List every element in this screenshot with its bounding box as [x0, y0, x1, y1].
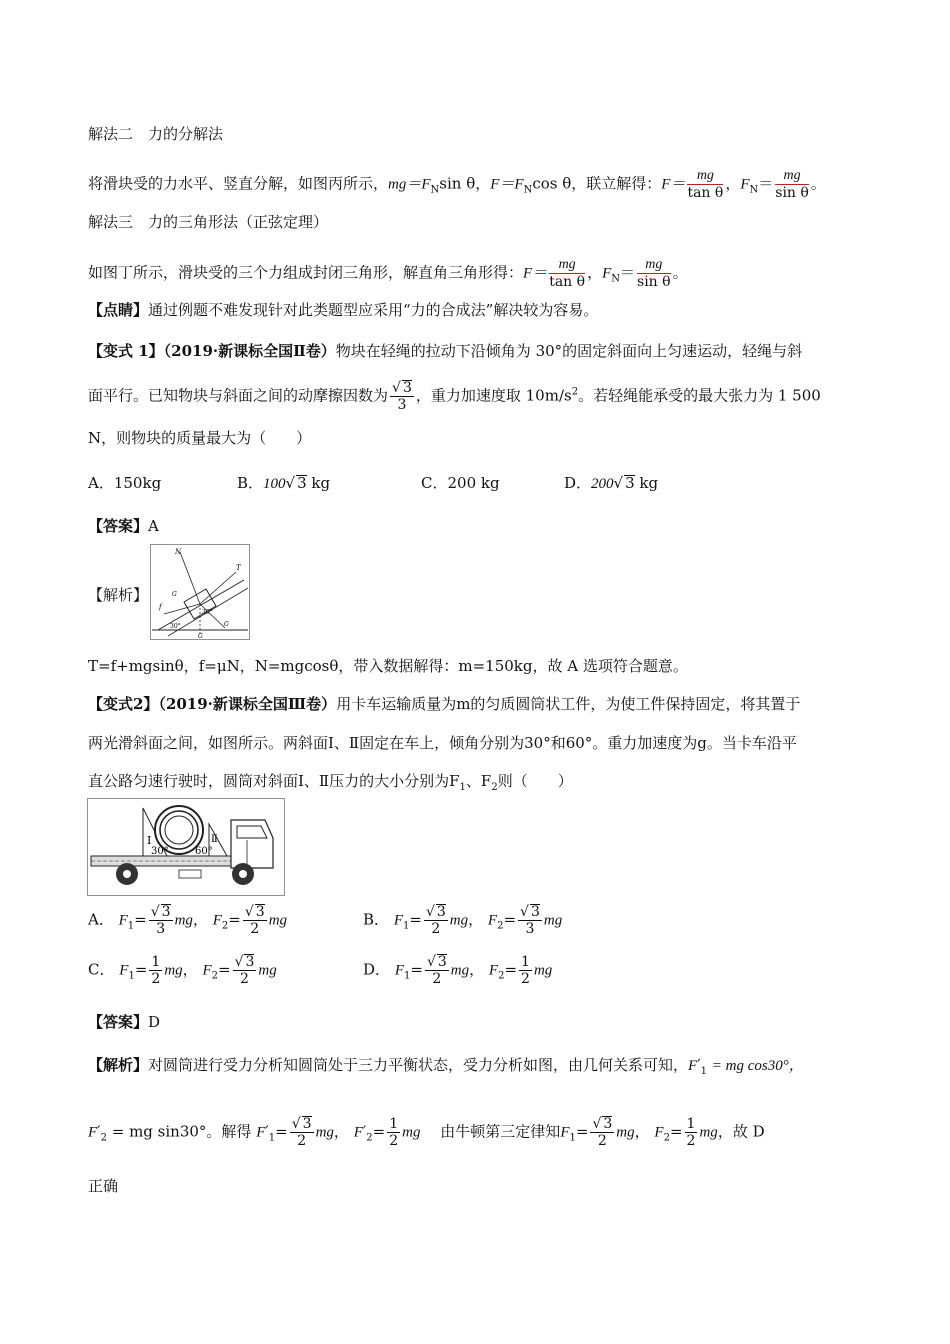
v2-option-c: C． $F_1=$ $\frac{1}{2}$ mg， $F_2=$ $\frac{√ 3}{2}$ mg — [88, 954, 277, 987]
v2-option-b: B． $F_1=$ $\frac{√ 3}{2}$ mg， $F_2=$ $\frac{√ 3}{3}$ mg — [363, 904, 563, 937]
variant1-line2: 面平行。已知物块与斜面之间的动摩擦因数为 $\frac{√ 3}{3}$ ，重力加速度取 $10m/s^2$。若轻绳能承受的最大张力为 1 500 — [88, 380, 821, 413]
fraction: $\frac{mg}{\text{tan θ}}$ — [687, 168, 724, 201]
truck-figure — [87, 798, 285, 896]
incline-force-diagram — [150, 544, 250, 640]
label-G1: G — [172, 591, 177, 598]
v2-analysis-last: 正确 — [88, 1177, 119, 1195]
label-angle-30: 30° — [151, 846, 169, 857]
label-slope-II: Ⅱ — [211, 834, 218, 845]
method3-title: 解法三 力的三角形法（正弦定理） — [88, 213, 329, 231]
label-slope-I: Ⅰ — [147, 834, 152, 847]
method2-line: 将滑块受的力水平、竖直分解，如图丙所示，$mg=F_N\sin$ θ，$F=F_N\cos$ θ，联立解得：F＝ $\frac{mg}{\text{tan θ}}$ ，$F_N=$ $\frac{mg}{\text{sin θ}}$ 。 — [88, 168, 826, 201]
v1-option-c: C．200 kg — [421, 474, 500, 492]
v1-option-a: A．150kg — [88, 474, 162, 492]
variant2-line1: 【变式2】（2019·新课标全国Ⅲ卷）用卡车运输质量为m的匀质圆筒状工件，为使工件保持固定，将其置于 — [88, 695, 801, 713]
fraction: $\frac{mg}{\text{sin θ}}$ — [637, 257, 671, 290]
mu-fraction: $\frac{√ 3}{3}$ — [392, 380, 412, 413]
v1-option-d: D．200√ 3 kg — [564, 474, 659, 492]
v2-analysis-line1: 【解析】对圆筒进行受力分析知圆筒处于三力平衡状态，受力分析如图，由几何关系可知，$F'_1$ = mg cos30°， — [88, 1056, 804, 1077]
variant2-line3: 直公路匀速行驶时，圆筒对斜面Ⅰ、Ⅱ压力的大小分别为$F_1$、$F_2$则（ ） — [88, 772, 573, 793]
method3-line: 如图丁所示，滑块受的三个力组成封闭三角形，解直角三角形得：F＝ $\frac{mg}{\text{tan θ}}$ ，$F_N=$ $\frac{mg}{\text{sin θ}}$ 。 — [88, 257, 688, 290]
label-angle2: 30° — [202, 609, 213, 616]
v2-answer: 【答案】D — [88, 1013, 161, 1031]
v1-solution: T=f+mgsinθ，f=μN，N=mgcosθ，带入数据解得：m=150kg，故 A 选项符合题意。 — [88, 657, 688, 675]
label-G2: G — [224, 621, 229, 628]
v2-option-d: D． $F_1=$ $\frac{√ 3}{2}$ mg， $F_2=$ $\frac{1}{2}$ mg — [363, 954, 553, 987]
tip-line: 【点睛】通过例题不难发现针对此类题型应采用“力的合成法”解决较为容易。 — [88, 301, 599, 319]
label-G: G — [198, 633, 203, 640]
variant1-line3: N，则物块的质量最大为（ ） — [88, 429, 312, 447]
v1-answer: 【答案】A — [88, 517, 159, 535]
v2-option-a: A． $F_1=$ $\frac{√ 3}{3}$ mg， $F_2=$ $\frac{√ 3}{2}$ mg — [88, 904, 288, 937]
variant2-line2: 两光滑斜面之间，如图所示。两斜面Ⅰ、Ⅱ固定在车上，倾角分别为30°和60°。重力加速度为g。当卡车沿平 — [88, 734, 797, 752]
label-N: N — [175, 548, 182, 556]
label-T: T — [236, 564, 241, 572]
label-angle-60: 60° — [195, 846, 213, 857]
v2-analysis-line2: $F'_2$ = mg sin30°。解得 $F'_1=$ $\frac{√ 3}{2}$ mg， $F'_2=$ $\frac{1}{2}$ mg 由牛顿第三定律知$F_1=$ $\frac{√ 3}{2}$ mg， $F_2=$ $\frac{1}{2}$ mg，故 D — [88, 1116, 765, 1149]
label-f: f — [159, 603, 162, 611]
v1-analysis-label: 【解析】 — [88, 586, 149, 604]
label-angle1: 30° — [170, 623, 181, 630]
variant1-line1: 【变式 1】（2019·新课标全国Ⅱ卷）物块在轻绳的拉动下沿倾角为 30°的固定斜面向上匀速运动，轻绳与斜 — [88, 342, 803, 360]
v1-option-b: B．100√ 3 kg — [237, 474, 331, 492]
fraction: $\frac{mg}{\text{tan θ}}$ — [549, 257, 586, 290]
method2-title: 解法二 力的分解法 — [88, 125, 224, 143]
fraction: $\frac{mg}{\text{sin θ}}$ — [775, 168, 809, 201]
